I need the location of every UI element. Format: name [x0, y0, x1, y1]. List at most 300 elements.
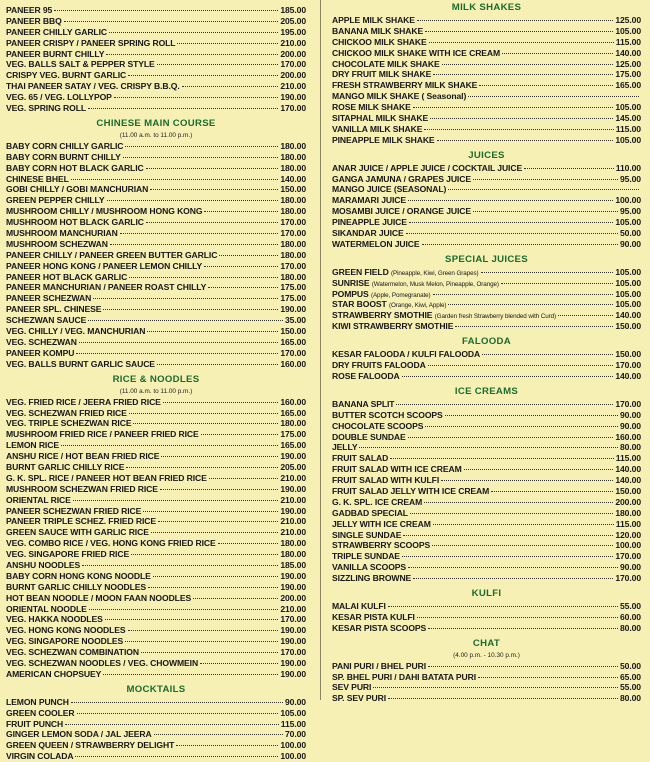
item-name-text: MANGO JUICE (SEASONAL) — [332, 184, 447, 195]
leader-dots — [54, 10, 278, 11]
item-name — [6, 27, 107, 38]
item-name — [6, 49, 104, 60]
item-price: 210.00 — [280, 494, 306, 505]
menu-item — [332, 421, 641, 432]
item-note: (Garden fresh Strawberry blended with Curd) — [434, 313, 557, 321]
leader-dots — [408, 200, 613, 201]
leader-dots — [417, 20, 613, 21]
item-name — [6, 418, 131, 429]
menu-item — [332, 432, 641, 443]
item-name-text: MUSHROOM FRIED RICE / PANEER FRIED RICE — [6, 429, 199, 440]
section-heading: MOCKTAILS — [126, 683, 186, 695]
item-name-text: VEG. SCHEZWAN — [6, 336, 77, 347]
menu-item — [332, 195, 641, 206]
leader-dots — [79, 342, 279, 343]
leader-dots — [89, 609, 279, 610]
item-name-text: KESAR PISTA SCOOPS — [332, 622, 427, 633]
item-name — [6, 16, 62, 27]
leader-dots — [425, 426, 618, 427]
item-price: 150.00 — [280, 184, 306, 195]
item-name — [332, 321, 453, 332]
leader-dots — [176, 745, 278, 746]
menu-item — [332, 453, 641, 464]
menu-item — [6, 440, 306, 451]
item-name-text: GINGER LEMON SODA / JAL JEERA — [6, 729, 152, 740]
menu-item — [332, 410, 641, 421]
menu-item — [332, 486, 641, 497]
section-heading: CHINESE MAIN COURSE — [96, 117, 216, 129]
item-name-text: HOT BEAN NOODLE / MOON FAAN NOODLES — [6, 592, 192, 603]
menu-item — [332, 475, 641, 486]
item-price: 205.00 — [280, 461, 306, 472]
item-name-text: GREEN COOLER — [6, 707, 75, 718]
item-name — [332, 530, 401, 541]
item-name — [6, 337, 77, 348]
leader-dots — [433, 74, 613, 75]
item-price: 170.00 — [615, 573, 641, 584]
item-name — [6, 462, 124, 473]
item-price: 200.00 — [280, 70, 306, 81]
item-name-text: FRUIT SALAD JELLY WITH ICE CREAM — [332, 485, 490, 496]
item-price: 190.00 — [280, 304, 306, 315]
leader-dots — [143, 511, 278, 512]
item-price: 185.00 — [280, 559, 306, 570]
leader-dots — [105, 619, 279, 620]
item-price: 105.00 — [280, 707, 306, 718]
menu-item — [6, 516, 306, 527]
item-price: 140.00 — [280, 173, 306, 184]
item-name — [6, 506, 141, 517]
item-name-text: PINEAPPLE MILK SHAKE — [332, 134, 435, 145]
menu-item — [6, 27, 306, 38]
menu-item — [332, 573, 641, 584]
item-name-text: VEG. HAKKA NOODLES — [6, 614, 103, 625]
item-name-text: PANEER TRIPLE SCHEZ. FRIED RICE — [6, 516, 157, 527]
item-name — [6, 174, 69, 185]
item-name — [332, 497, 422, 508]
menu-item — [332, 69, 641, 80]
item-name-text: BURNT GARLIC CHILLY NOODLES — [6, 581, 147, 592]
menu-item — [332, 497, 641, 508]
menu-item — [6, 16, 306, 27]
menu-item — [6, 261, 306, 272]
item-price: 190.00 — [280, 570, 306, 581]
menu-item — [332, 360, 641, 371]
item-price: 125.00 — [615, 58, 641, 69]
item-name-text: LEMON RICE — [6, 440, 59, 451]
leader-dots — [160, 489, 278, 490]
item-price: 105.00 — [615, 217, 641, 228]
item-price: 105.00 — [615, 288, 641, 299]
item-name-text: PANEER BURNT CHILLY — [6, 48, 105, 59]
item-name-text: CHINESE BHEL — [6, 173, 69, 184]
leader-dots — [428, 666, 618, 667]
item-name-text: CHICKOO MILK SHAKE WITH ICE CREAM — [332, 47, 501, 58]
item-price: 180.00 — [280, 195, 306, 206]
item-price: 210.00 — [280, 603, 306, 614]
item-name — [6, 751, 73, 762]
item-price: 160.00 — [280, 396, 306, 407]
menu-item — [6, 326, 306, 337]
leader-dots — [157, 64, 279, 65]
item-price: 80.00 — [619, 693, 641, 704]
menu-item — [6, 250, 306, 261]
leader-dots — [558, 315, 613, 316]
item-price: 170.00 — [280, 228, 306, 239]
leader-dots — [65, 724, 279, 725]
leader-dots — [359, 447, 618, 448]
menu-item — [332, 551, 641, 562]
menu-item — [6, 59, 306, 70]
menu-item — [6, 239, 306, 250]
item-name-text: APPLE MILK SHAKE — [332, 15, 415, 25]
item-name — [332, 540, 430, 551]
item-name — [332, 612, 415, 623]
item-price: 170.00 — [280, 217, 306, 228]
leader-dots — [473, 211, 618, 212]
item-price: 105.00 — [615, 134, 641, 145]
item-name-text: JELLY — [332, 442, 358, 453]
item-name-text: FRESH STRAWBERRY MILK SHAKE — [332, 80, 478, 91]
menu-item — [6, 582, 306, 593]
item-name — [332, 475, 439, 486]
menu-item — [6, 408, 306, 419]
leader-dots — [110, 244, 278, 245]
leader-dots — [193, 598, 278, 599]
item-name — [332, 102, 411, 113]
section-heading: FALOODA — [461, 336, 511, 348]
menu-item — [332, 562, 641, 573]
item-name — [6, 451, 159, 462]
item-name-text: MUSHROOM SCHEZWAN FRIED RICE — [6, 483, 158, 494]
item-price: 160.00 — [280, 358, 306, 369]
menu-item — [332, 48, 641, 59]
item-name — [332, 360, 426, 371]
column-divider — [320, 0, 321, 700]
menu-item — [6, 484, 306, 495]
item-price: 115.00 — [280, 718, 306, 729]
menu-item — [332, 15, 641, 26]
item-price: 150.00 — [615, 321, 641, 332]
menu-item — [6, 359, 306, 370]
item-name — [6, 440, 59, 451]
item-name — [6, 697, 69, 708]
item-name-text: FRUIT PUNCH — [6, 718, 64, 729]
item-price: 170.00 — [280, 614, 306, 625]
item-name-text: KIWI STRAWBERRY SMOTHIE — [332, 321, 454, 332]
leader-dots — [177, 43, 278, 44]
item-name — [332, 228, 404, 239]
item-name — [332, 267, 479, 278]
leader-dots — [428, 365, 614, 366]
leader-dots — [409, 222, 613, 223]
menu-item — [6, 647, 306, 658]
item-price: 105.00 — [615, 25, 641, 36]
menu-item — [6, 163, 306, 174]
menu-section — [332, 1, 641, 146]
item-name-text: SIKANDAR JUICE — [332, 228, 404, 239]
item-price: 125.00 — [615, 15, 641, 25]
leader-dots — [502, 53, 613, 54]
item-name — [332, 399, 394, 410]
item-price: 200.00 — [280, 48, 306, 59]
item-name — [6, 560, 80, 571]
leader-dots — [64, 21, 279, 22]
item-price: 205.00 — [280, 15, 306, 26]
item-name — [6, 348, 74, 359]
leader-dots — [501, 283, 613, 284]
menu-item — [6, 604, 306, 615]
item-name — [332, 508, 408, 519]
item-name-text: VEG. TRIPLE SCHEZWAN RICE — [6, 418, 132, 429]
menu-item — [332, 623, 641, 634]
item-name-text: STAR BOOST — [332, 299, 387, 310]
leader-dots — [76, 353, 278, 354]
menu-item — [332, 80, 641, 91]
item-name — [332, 519, 431, 530]
menu-column-left — [6, 5, 306, 762]
item-price: 175.00 — [280, 293, 306, 304]
menu-item — [6, 141, 306, 152]
menu-item — [332, 163, 641, 174]
item-name-text: PINEAPPLE JUICE — [332, 217, 407, 228]
item-name-text: G. K. SPL. RICE / PANEER HOT BEAN FRIED RICE — [6, 472, 207, 483]
leader-dots — [75, 756, 278, 757]
item-name — [332, 421, 423, 432]
leader-dots — [82, 565, 278, 566]
item-name-text: LEMON PUNCH — [6, 696, 69, 707]
item-price: 145.00 — [615, 113, 641, 124]
item-name — [6, 184, 148, 195]
item-name — [332, 48, 500, 59]
item-name — [332, 432, 406, 443]
menu-item — [6, 195, 306, 206]
item-name — [332, 601, 386, 612]
item-name — [6, 206, 202, 217]
item-price: 100.00 — [280, 740, 306, 751]
item-price: 65.00 — [619, 671, 641, 682]
item-name-text: SCHEZWAN SAUCE — [6, 315, 87, 326]
item-name-text: VEG. SCHEZWAN FRIED RICE — [6, 407, 127, 418]
menu-item — [332, 442, 641, 453]
item-name-text: VEG. CHILLY / VEG. MANCHURIAN — [6, 326, 146, 337]
item-name-text: VANILLA MILK SHAKE — [332, 123, 423, 134]
menu-item — [6, 625, 306, 636]
leader-dots — [129, 413, 279, 414]
item-name-text: BABY CORN CHILLY GARLIC — [6, 140, 124, 151]
item-price: 180.00 — [280, 162, 306, 173]
leader-dots — [208, 287, 278, 288]
menu-item — [6, 729, 306, 740]
item-price: 35.00 — [284, 315, 306, 326]
item-price: 100.00 — [615, 195, 641, 206]
leader-dots — [93, 298, 278, 299]
item-name — [6, 81, 180, 92]
menu-item — [6, 473, 306, 484]
leader-dots — [428, 628, 618, 629]
item-name-text: DRY FRUIT MILK SHAKE — [332, 69, 432, 80]
leader-dots — [204, 266, 278, 267]
item-name — [6, 217, 144, 228]
menu-item — [332, 540, 641, 551]
item-name-text: STRAWBERRY SMOTHIE — [332, 310, 433, 321]
item-name-text: FRUIT SALAD WITH KULFI — [332, 475, 440, 486]
item-name-text: GADBAD SPECIAL — [332, 507, 408, 518]
item-name — [6, 141, 123, 152]
item-name — [6, 304, 101, 315]
leader-dots — [154, 734, 283, 735]
menu-item — [6, 49, 306, 60]
leader-dots — [128, 630, 279, 631]
item-name — [332, 37, 427, 48]
menu-item — [6, 708, 306, 719]
item-price: 175.00 — [280, 282, 306, 293]
item-name — [6, 293, 91, 304]
leader-dots — [413, 107, 614, 108]
item-name-text: TRIPLE SUNDAE — [332, 551, 400, 562]
menu-section — [332, 637, 641, 705]
item-name — [332, 623, 426, 634]
item-price: 165.00 — [615, 80, 641, 91]
item-name — [332, 15, 415, 26]
menu-item — [6, 184, 306, 195]
item-price: 180.00 — [615, 507, 641, 518]
item-name-text: GREEN PEPPER CHILLY — [6, 195, 105, 206]
menu-section — [6, 5, 306, 114]
item-name — [6, 636, 123, 647]
leader-dots — [422, 244, 618, 245]
item-name-text: VEG. SCHEZWAN COMBINATION — [6, 647, 139, 658]
leader-dots — [442, 64, 614, 65]
item-name — [6, 59, 155, 70]
leader-dots — [388, 606, 618, 607]
item-name-text: SP. BHEL PURI / DAHI BATATA PURI — [332, 671, 477, 682]
item-name — [332, 682, 371, 693]
item-price: 115.00 — [615, 123, 641, 134]
menu-item — [332, 228, 641, 239]
item-name — [6, 604, 87, 615]
leader-dots — [455, 326, 613, 327]
item-name — [6, 593, 191, 604]
leader-dots — [445, 415, 618, 416]
leader-dots — [403, 535, 613, 536]
item-name — [6, 239, 108, 250]
item-name — [6, 527, 149, 538]
item-name-text: MALAI KULFI — [332, 600, 386, 611]
item-price: 200.00 — [280, 592, 306, 603]
menu-item — [6, 418, 306, 429]
item-price: 95.00 — [619, 173, 641, 184]
item-name-text: PANEER 95 — [6, 5, 53, 15]
menu-item — [6, 282, 306, 293]
item-name — [332, 69, 431, 80]
menu-item — [332, 371, 641, 382]
item-price: 170.00 — [280, 103, 306, 114]
leader-dots — [103, 674, 278, 675]
leader-dots — [129, 277, 278, 278]
menu-item — [332, 113, 641, 124]
leader-dots — [163, 402, 279, 403]
leader-dots — [128, 75, 278, 76]
leader-dots — [148, 587, 278, 588]
leader-dots — [373, 687, 618, 688]
section-heading: ICE CREAMS — [454, 385, 519, 397]
leader-dots — [201, 434, 279, 435]
item-price: 165.00 — [280, 407, 306, 418]
leader-dots — [482, 354, 613, 355]
leader-dots — [125, 146, 278, 147]
item-price: 190.00 — [280, 625, 306, 636]
item-price: 110.00 — [615, 162, 641, 173]
menu-item — [6, 70, 306, 81]
menu-item — [6, 549, 306, 560]
menu-item — [332, 278, 641, 289]
leader-dots — [150, 189, 278, 190]
leader-dots — [151, 532, 278, 533]
menu-item — [6, 614, 306, 625]
menu-item — [6, 593, 306, 604]
item-price: 190.00 — [280, 657, 306, 668]
item-price: 150.00 — [280, 326, 306, 337]
leader-dots — [141, 652, 278, 653]
item-price: 140.00 — [615, 464, 641, 475]
item-name-text: CRISPY VEG. BURNT GARLIC — [6, 70, 127, 81]
menu-item — [6, 315, 306, 326]
item-name — [6, 103, 86, 114]
leader-dots — [218, 543, 279, 544]
item-price: 175.00 — [280, 429, 306, 440]
leader-dots — [473, 179, 618, 180]
leader-dots — [200, 663, 278, 664]
menu-item — [6, 228, 306, 239]
item-price: 105.00 — [615, 299, 641, 310]
item-name-text: GREEN QUEEN / STRAWBERRY DELIGHT — [6, 740, 175, 751]
item-name — [6, 326, 145, 337]
item-price: 210.00 — [280, 37, 306, 48]
item-name — [332, 163, 522, 174]
item-name — [6, 708, 75, 719]
item-name-text: CHOCOLATE MILK SHAKE — [332, 58, 440, 69]
item-price: 95.00 — [619, 206, 641, 217]
item-name-text: BABY CORN HOT BLACK GARLIC — [6, 162, 144, 173]
item-price: 165.00 — [280, 440, 306, 451]
item-name-text: BABY CORN BURNT CHILLY — [6, 151, 121, 162]
section-timing: (4.00 p.m. - 10.30 p.m.) — [453, 651, 520, 659]
item-name — [332, 217, 407, 228]
item-name-text: VANILLA SCOOPS — [332, 562, 407, 573]
item-name-text: JELLY WITH ICE CREAM — [332, 518, 431, 529]
item-price: 210.00 — [280, 516, 306, 527]
item-name — [332, 195, 406, 206]
item-name — [332, 310, 556, 321]
item-name — [332, 371, 400, 382]
leader-dots — [126, 467, 278, 468]
item-name — [6, 195, 105, 206]
item-price: 190.00 — [280, 636, 306, 647]
item-name — [332, 91, 466, 102]
leader-dots — [413, 578, 613, 579]
item-name — [332, 124, 422, 135]
item-price: 170.00 — [615, 551, 641, 562]
item-name — [6, 647, 139, 658]
section-timing: (11.00 a.m. to 11.00 p.m.) — [119, 387, 193, 395]
item-name — [6, 315, 86, 326]
item-price: 140.00 — [615, 47, 641, 58]
menu-item — [332, 310, 641, 321]
leader-dots — [390, 458, 614, 459]
menu-item — [332, 693, 641, 704]
section-timing: (11.00 a.m. to 11.00 p.m.) — [119, 131, 193, 139]
